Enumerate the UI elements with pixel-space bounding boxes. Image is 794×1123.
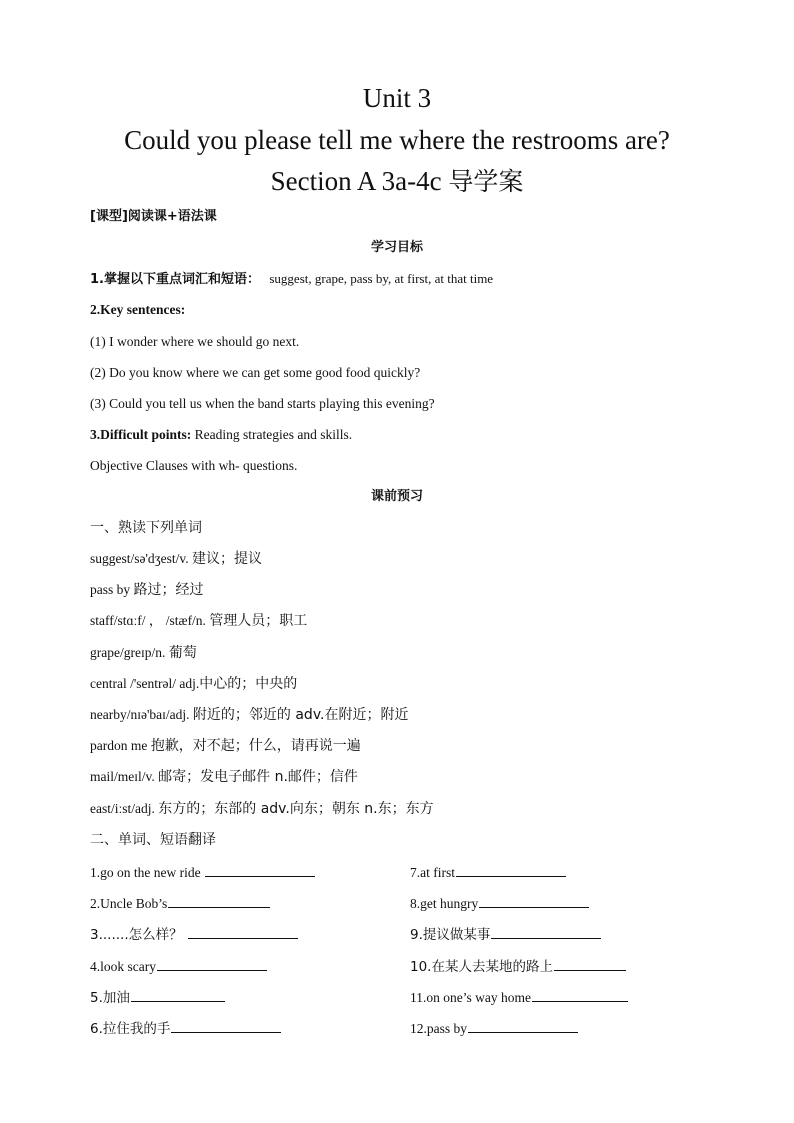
translate-prompt: 11.on one’s way home xyxy=(410,990,531,1005)
section-label: Section A 3a-4c xyxy=(270,166,442,196)
answer-blank[interactable] xyxy=(456,863,566,877)
translate-item xyxy=(410,894,589,913)
vocab-meaning: 中心的；中央的 xyxy=(199,676,298,692)
objective-vocab-text: suggest, grape, pass by, at first, at that time xyxy=(269,271,494,286)
vocab-word: grape/greɪp/n. xyxy=(90,645,166,660)
translate-item xyxy=(90,925,298,944)
objectives-heading: 学习目标 xyxy=(370,240,423,255)
difficult-points-text: Reading strategies and skills. xyxy=(194,427,353,442)
translate-prompt: 2.Uncle Bob’s xyxy=(90,896,168,911)
lesson-question-title: Could you please tell me where the restrooms are? xyxy=(124,125,670,155)
section-label-zh: 导学案 xyxy=(448,167,524,196)
translate-item xyxy=(90,988,225,1007)
translate-prompt: 5.加油 xyxy=(90,990,130,1006)
vocab-meaning: 邮寄；发电子邮件 n.邮件；信件 xyxy=(158,769,358,785)
vocab-item xyxy=(90,675,297,693)
translate-prompt: 1.go on the new ride xyxy=(90,865,201,880)
vocab-item xyxy=(90,612,307,630)
translate-prompt: 9.提议做某事 xyxy=(410,927,491,943)
part1-title: 一、熟读下列单词 xyxy=(90,520,202,536)
answer-blank[interactable] xyxy=(554,957,626,971)
translate-item xyxy=(90,863,315,882)
vocab-item xyxy=(90,768,358,786)
difficult-points-continued: Objective Clauses with wh- questions. xyxy=(90,458,298,473)
lesson-type: [课型]阅读课+语法课 xyxy=(90,209,217,224)
key-sentence-2: (2) Do you know where we can get some good food quickly? xyxy=(90,365,421,380)
answer-blank[interactable] xyxy=(168,894,270,908)
translate-prompt: 4.look scary xyxy=(90,959,156,974)
objective-vocab-label: 1.掌握以下重点词汇和短语： xyxy=(90,272,260,287)
vocab-item xyxy=(90,550,262,568)
vocab-word: central /'sentrəl/ adj. xyxy=(90,676,200,691)
vocab-meaning: 建议；提议 xyxy=(192,551,263,567)
vocab-word: mail/meɪl/v. xyxy=(90,769,155,784)
vocab-meaning: 葡萄 xyxy=(168,645,197,661)
part2-title: 二、单词、短语翻译 xyxy=(90,832,216,848)
vocab-word: staff/stɑːf/ ， /stæf/n. xyxy=(90,613,206,628)
vocab-word: pardon me xyxy=(90,738,148,753)
vocab-meaning: 抱歉，对不起；什么，请再说一遍 xyxy=(150,738,361,754)
key-sentences-label: 2.Key sentences: xyxy=(90,302,186,317)
translate-item xyxy=(410,925,601,944)
vocab-meaning: 管理人员；职工 xyxy=(209,613,308,629)
vocab-item xyxy=(90,581,204,599)
answer-blank[interactable] xyxy=(205,863,315,877)
translate-prompt: 3.......怎么样？ xyxy=(90,927,183,943)
translate-item xyxy=(410,988,628,1007)
vocab-item xyxy=(90,706,408,724)
translate-item xyxy=(410,863,566,882)
vocab-word: nearby/nɪə'baɪ/adj. xyxy=(90,707,190,722)
answer-blank[interactable] xyxy=(171,1019,281,1033)
objective-item-vocab xyxy=(90,270,493,289)
vocab-word: pass by xyxy=(90,582,131,597)
translate-item xyxy=(410,1019,578,1038)
preview-heading: 课前预习 xyxy=(370,489,423,504)
translate-prompt: 10.在某人去某地的路上 xyxy=(410,959,553,975)
vocab-meaning: 路过；经过 xyxy=(133,582,204,598)
translate-item xyxy=(90,1019,281,1038)
key-sentence-1: (1) I wonder where we should go next. xyxy=(90,334,300,349)
answer-blank[interactable] xyxy=(479,894,589,908)
vocab-meaning: 东方的；东部的 adv.向东；朝东 n.东；东方 xyxy=(158,801,434,817)
difficult-points xyxy=(90,426,352,444)
answer-blank[interactable] xyxy=(491,925,601,939)
translate-item xyxy=(90,894,270,913)
vocab-word: east/iːst/adj. xyxy=(90,801,155,816)
answer-blank[interactable] xyxy=(188,925,298,939)
vocab-word: suggest/sə'dʒest/v. xyxy=(90,551,189,566)
translate-prompt: 12.pass by xyxy=(410,1021,467,1036)
translate-item xyxy=(410,957,626,976)
translate-prompt: 7.at first xyxy=(410,865,455,880)
translate-prompt: 8.get hungry xyxy=(410,896,479,911)
translate-item xyxy=(90,957,267,976)
translate-prompt: 6.拉住我的手 xyxy=(90,1021,171,1037)
section-title xyxy=(0,165,794,198)
answer-blank[interactable] xyxy=(468,1019,578,1033)
key-sentence-3: (3) Could you tell us when the band starts playing this evening? xyxy=(90,396,435,411)
vocab-item xyxy=(90,644,197,662)
answer-blank[interactable] xyxy=(532,988,628,1002)
unit-title: Unit 3 xyxy=(362,83,432,113)
answer-blank[interactable] xyxy=(131,988,225,1002)
answer-blank[interactable] xyxy=(157,957,267,971)
vocab-item xyxy=(90,737,361,755)
vocab-item xyxy=(90,800,434,818)
vocab-meaning: 附近的；邻近的 adv.在附近；附近 xyxy=(192,707,409,723)
difficult-points-label: 3.Difficult points: xyxy=(90,427,192,442)
